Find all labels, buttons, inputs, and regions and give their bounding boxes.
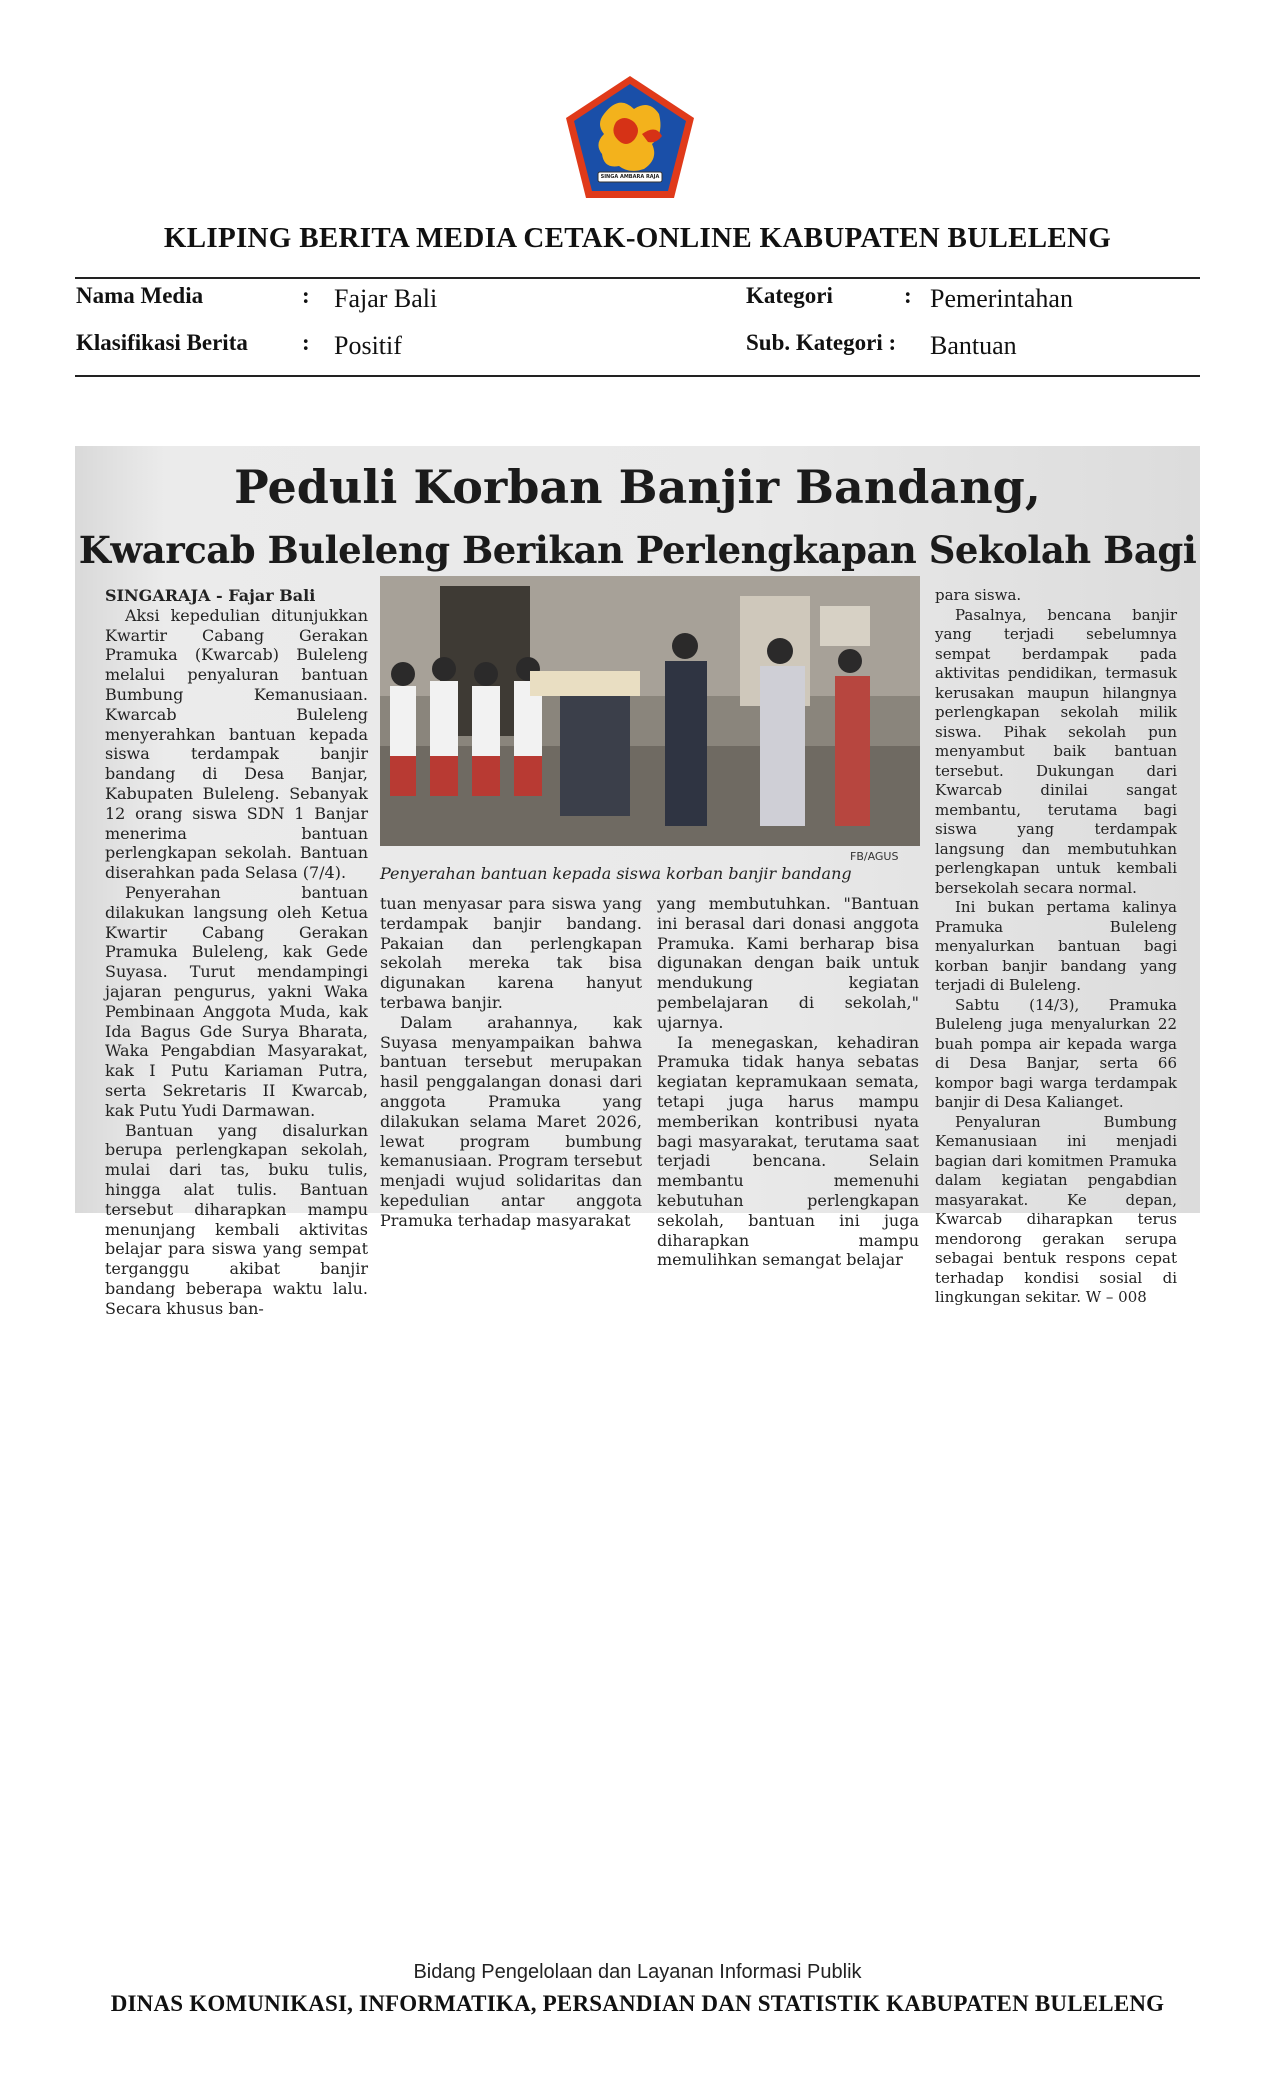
klasifikasi-value: Positif	[334, 331, 402, 360]
article-column-1	[105, 586, 368, 1318]
paragraph: Ini bukan pertama kalinya Pramuka Buleleng menyalurkan bantuan bagi korban banjir bandang yang terjadi di Buleleng.	[935, 898, 1177, 994]
paragraph: Sabtu (14/3), Pramuka Buleleng juga menyalurkan 22 buah pompa air kepada warga di Desa Banjar, serta 66 kompor bagi warga terdampak banjir di Desa Kalianget.	[935, 995, 1177, 1111]
photo-caption: Penyerahan bantuan kepada siswa korban banjir bandang	[380, 864, 852, 883]
headline-line-2: Kwarcab Buleleng Berikan Perlengkapan Sekolah Bagi	[78, 528, 1197, 572]
paragraph: Penyaluran Bumbung Kemanusiaan ini menjadi bagian dari komitmen Pramuka dalam kegiatan pengabdian masyarakat. Ke depan, Kwarcab diharapkan terus mendorong gerakan serupa sebagai bentuk respons cepat terhadap kondisi sosial di lingkungan sekitar. W – 008	[935, 1112, 1177, 1306]
subkategori-value: Bantuan	[930, 331, 1017, 360]
media-value: Fajar Bali	[334, 284, 438, 313]
handover-photo-image	[380, 576, 920, 846]
footer-agency: DINAS KOMUNIKASI, INFORMATIKA, PERSANDIAN DAN STATISTIK KABUPATEN BULELENG	[110, 1991, 1165, 2016]
newspaper-clipping	[75, 446, 1200, 1318]
page-title: KLIPING BERITA MEDIA CETAK-ONLINE KABUPATEN BULELENG	[163, 222, 1112, 254]
paragraph: Pasalnya, bencana banjir yang terjadi sebelumnya sempat berdampak pada aktivitas pendidikan, termasuk kerusakan maupun hilangnya perlengkapan sekolah milik siswa. Pihak sekolah pun menyambut baik bantuan tersebut. Dukungan dari Kwarcab dinilai sangat membantu, terutama bagi siswa yang terdampak langsung dan membutuhkan perlengkapan untuk kembali bersekolah secara normal.	[935, 605, 1177, 897]
lion-emblem-icon	[564, 74, 696, 200]
kategori-label: Kategori	[746, 283, 833, 308]
logo-motto: SINGA AMBARA RAJA	[600, 174, 660, 180]
regency-logo	[564, 74, 696, 200]
paragraph: Ia menegaskan, kehadiran Pramuka tidak hanya sebatas kegiatan kepramukaan semata, tetapi juga harus mampu memberikan kontribusi nyata bagi masyarakat, terutama saat terjadi bencana. Selain membantu memenuhi kebutuhan perlengkapan sekolah, bantuan ini juga diharapkan mampu memulihkan semangat belajar	[657, 1032, 919, 1270]
header-divider	[75, 277, 1200, 279]
paragraph: Bantuan yang disalurkan berupa perlengkapan sekolah, mulai dari tas, buku tulis, hingga alat tulis. Bantuan tersebut diharapkan mampu menunjang kembali aktivitas belajar para siswa yang sempat terganggu akibat banjir bandang beberapa waktu lalu. Secara khusus ban-	[105, 1120, 368, 1318]
paragraph: tuan menyasar para siswa yang terdampak banjir bandang. Pakaian dan perlengkapan sekolah mereka tak bisa digunakan karena hanyut terbawa banjir.	[380, 894, 642, 1012]
article-column-4	[935, 586, 1177, 1308]
paragraph: yang membutuhkan. "Bantuan ini berasal dari donasi anggota Pramuka. Kami berharap bisa digunakan dengan baik untuk mendukung kegiatan pembelajaran di sekolah," ujarnya.	[657, 894, 919, 1032]
article-column-3	[657, 894, 919, 1270]
footer-department: Bidang Pengelolaan dan Layanan Informasi Publik	[413, 1961, 862, 1983]
klasifikasi-label: Klasifikasi Berita	[76, 330, 248, 355]
paragraph: Aksi kepedulian ditunjukkan Kwartir Cabang Gerakan Pramuka (Kwarcab) Buleleng melalui penyaluran bantuan Bumbung Kemanusiaan. Kwarcab Buleleng menyerahkan bantuan kepada siswa terdampak banjir bandang di Desa Banjar, Kabupaten Buleleng. Sebanyak 12 orang siswa SDN 1 Banjar menerima bantuan perlengkapan sekolah. Bantuan diserahkan pada Selasa (7/4).	[105, 605, 368, 883]
article-column-2	[380, 894, 642, 1231]
subkategori-label: Sub. Kategori :	[746, 330, 897, 355]
media-colon: :	[302, 283, 310, 308]
paragraph: Penyerahan bantuan dilakukan langsung oleh Ketua Kwartir Cabang Gerakan Pramuka Buleleng, kak Gede Suyasa. Turut mendampingi jajaran pengurus, yakni Waka Pembinaan Anggota Muda, kak Ida Bagus Gde Surya Bharata, Waka Pengabdian Masyarakat, kak I Putu Kariaman Putra, serta Sekretaris II Kwarcab, kak Putu Yudi Darmawan.	[105, 882, 368, 1120]
headline-line-1: Peduli Korban Banjir Bandang,	[234, 460, 1041, 514]
paragraph: para siswa.	[935, 586, 1022, 604]
paragraph: Dalam arahannya, kak Suyasa menyampaikan bahwa bantuan tersebut merupakan hasil penggalangan donasi dari anggota Pramuka yang dilakukan selama Maret 2026, lewat program bumbung kemanusiaan. Program tersebut menjadi wujud solidaritas dan kepedulian antar anggota Pramuka terhadap masyarakat	[380, 1012, 642, 1230]
media-label: Nama Media	[76, 283, 204, 308]
kategori-colon: :	[904, 283, 912, 308]
dateline: SINGARAJA - Fajar Bali	[105, 586, 316, 605]
news-photo	[380, 576, 920, 846]
meta-divider	[75, 375, 1200, 377]
klasifikasi-colon: :	[302, 330, 310, 355]
kategori-value: Pemerintahan	[930, 284, 1073, 313]
photo-credit: FB/AGUS	[850, 850, 899, 863]
